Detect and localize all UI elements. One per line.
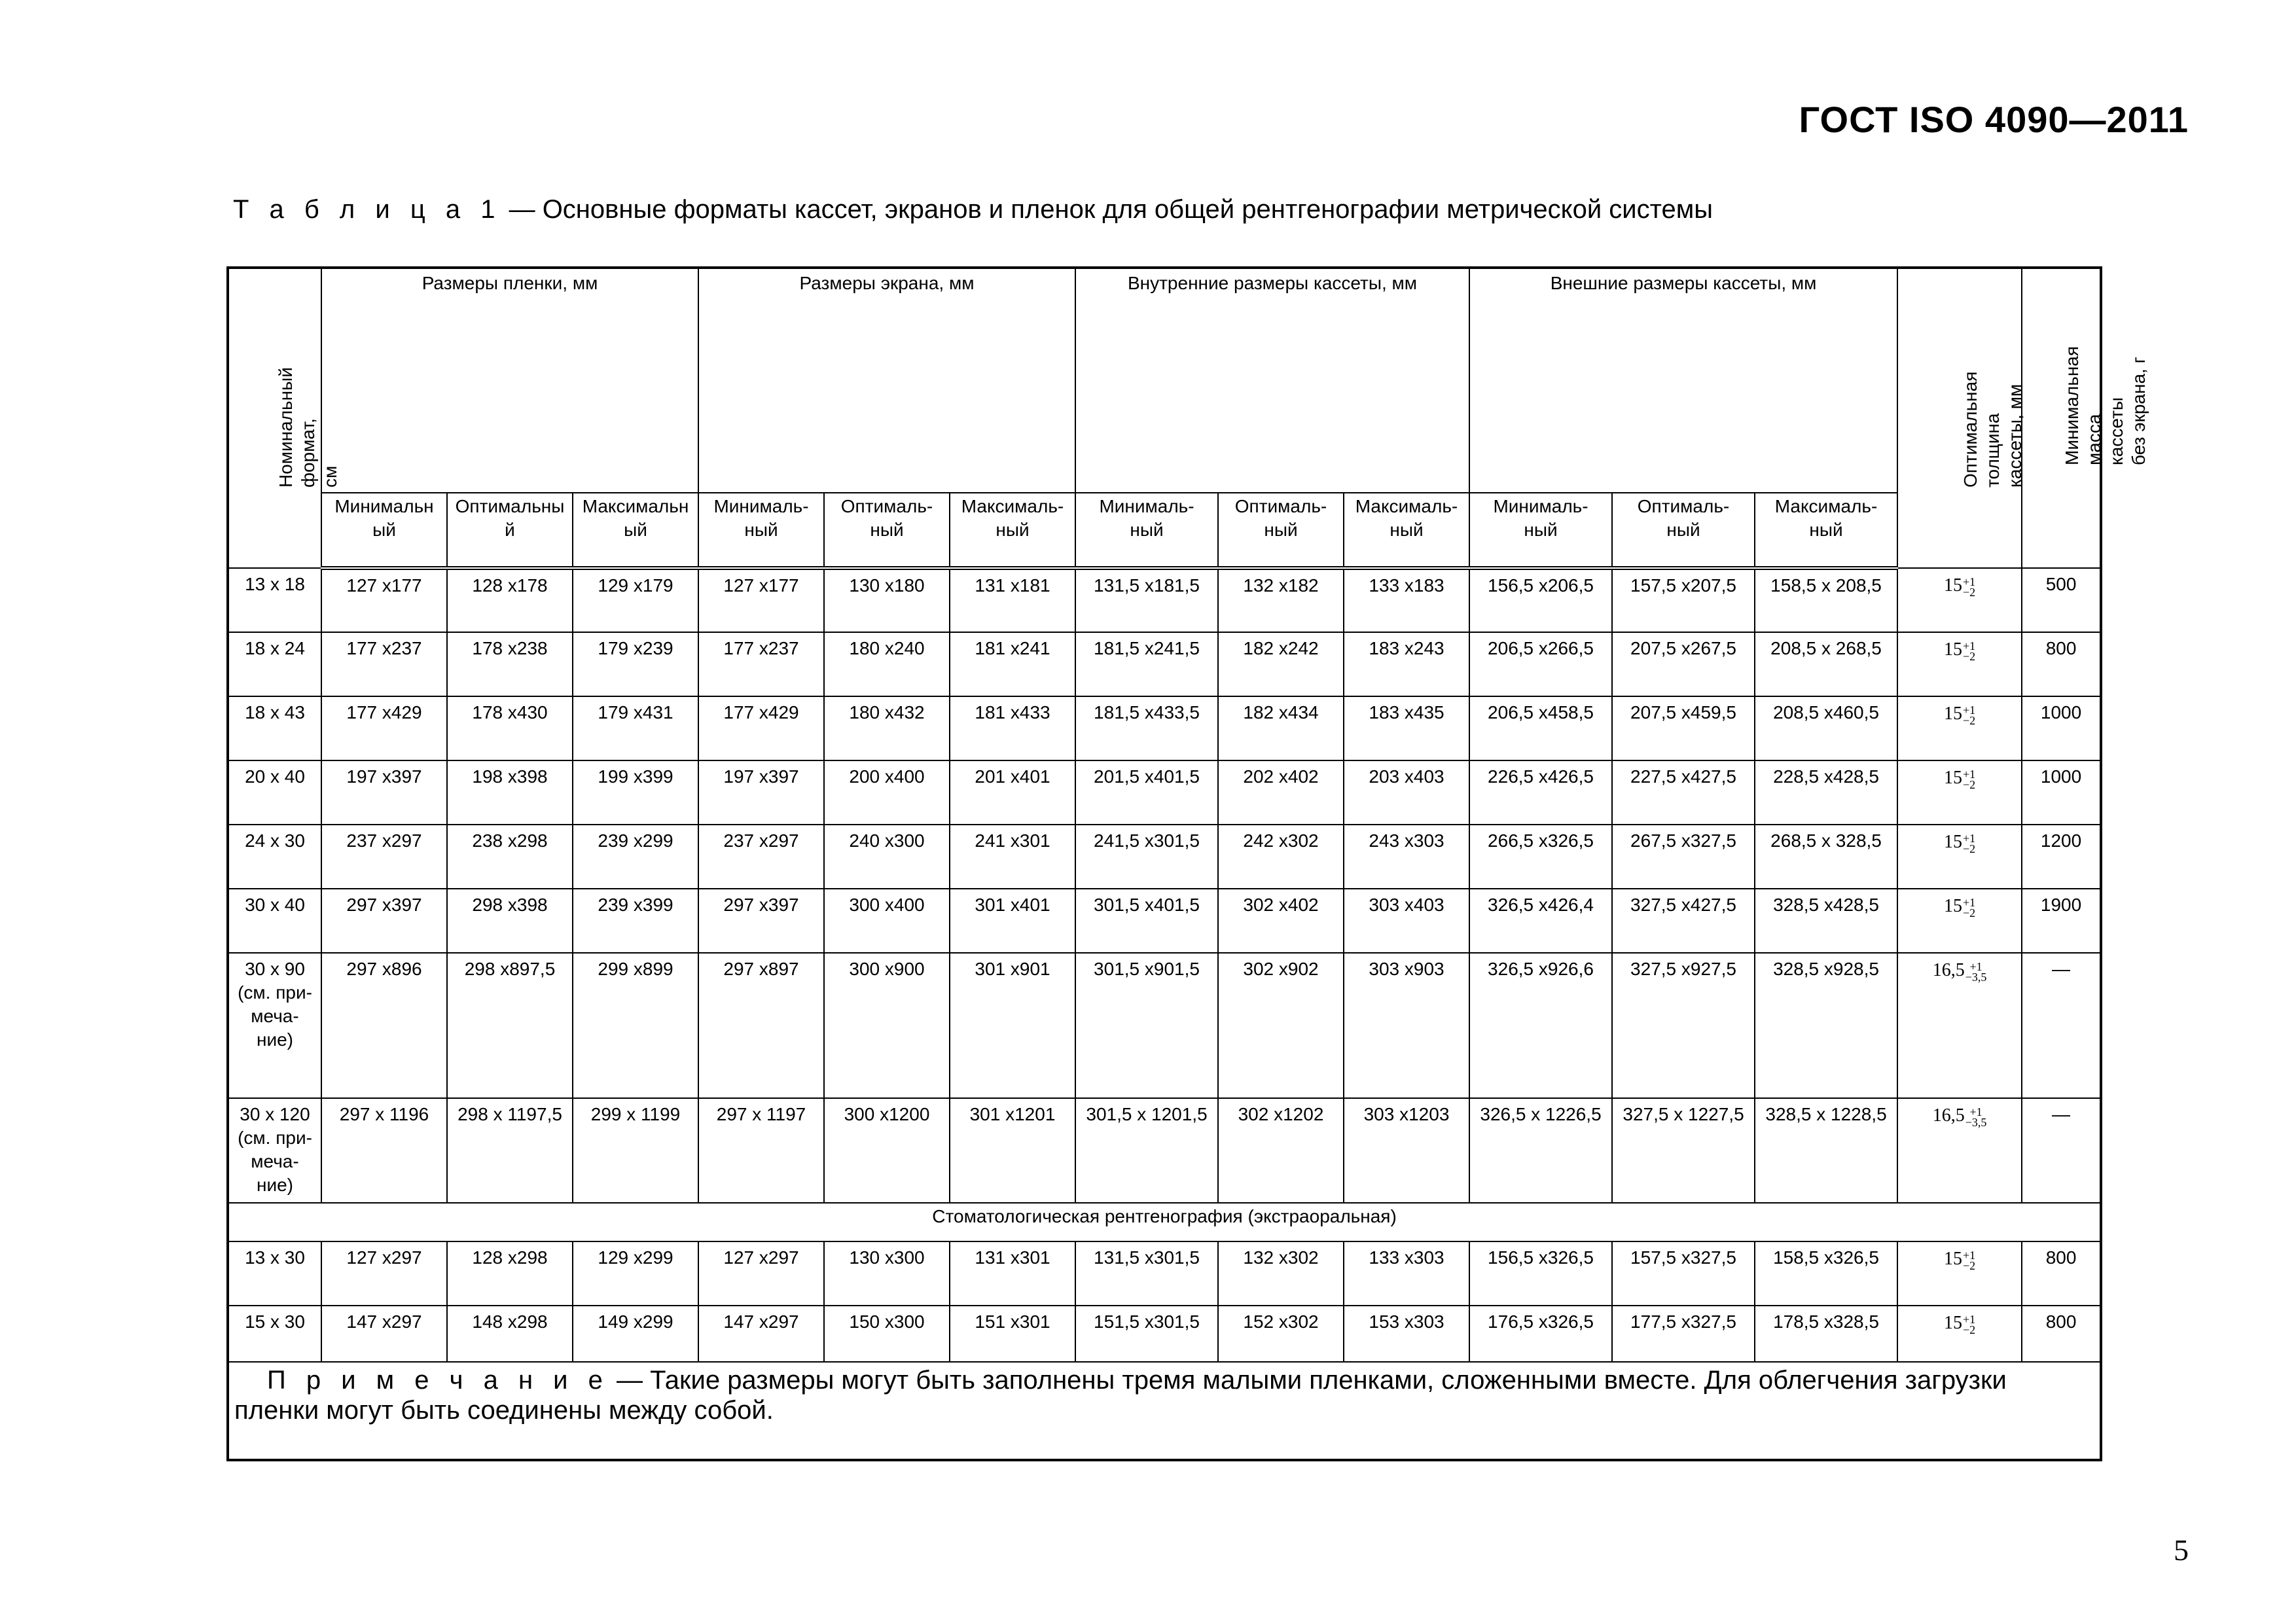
- dimension-cell: 299 x899: [573, 953, 698, 1098]
- thickness-cell: [1897, 696, 2022, 760]
- tolerance-lower: −2: [1962, 1258, 1976, 1272]
- inner-subheader-1: Оптималь- ный: [1218, 493, 1344, 568]
- dimension-cell: 242 x302: [1218, 825, 1344, 889]
- table-row: [228, 953, 2101, 1098]
- dimension-cell: 133 x183: [1344, 568, 1469, 632]
- thickness-cell: [1897, 1241, 2022, 1306]
- tolerance-lower: −2: [1962, 585, 1976, 599]
- dimension-cell: 132 x182: [1218, 568, 1344, 632]
- dimension-cell: 178 x238: [447, 632, 573, 696]
- tolerance-upper: +1: [1962, 1312, 1976, 1326]
- dimension-cell: 202 x402: [1218, 760, 1344, 825]
- thickness-base: 16,5: [1932, 960, 1965, 980]
- table-row: [228, 568, 2101, 632]
- dimension-cell: 303 x403: [1344, 889, 1469, 953]
- dimension-cell: 133 x303: [1344, 1241, 1469, 1306]
- thickness-cell: [1897, 953, 2022, 1098]
- format-cell: 13 x 18: [228, 568, 321, 632]
- format-cell: 15 x 30: [228, 1306, 321, 1362]
- dimension-cell: 178 x430: [447, 696, 573, 760]
- dimension-cell: 297 x397: [698, 889, 824, 953]
- dimension-cell: 326,5 x 1226,5: [1469, 1098, 1612, 1203]
- thickness-cell: [1897, 825, 2022, 889]
- thickness-cell: [1897, 889, 2022, 953]
- dimension-cell: 127 x297: [321, 1241, 447, 1306]
- thickness-tolerance: [1963, 769, 1975, 790]
- dimension-cell: 267,5 x327,5: [1612, 825, 1755, 889]
- dimension-cell: 182 x242: [1218, 632, 1344, 696]
- film-size-header: Размеры пленки, мм: [321, 268, 698, 493]
- thickness-base: 16,5: [1932, 1105, 1965, 1126]
- dimension-cell: 302 x402: [1218, 889, 1344, 953]
- header-row-groups: [228, 268, 2101, 493]
- tolerance-upper: +1: [1962, 895, 1976, 909]
- dimension-cell: 131 x181: [950, 568, 1075, 632]
- table-row: [228, 632, 2101, 696]
- dimension-cell: 227,5 x427,5: [1612, 760, 1755, 825]
- format-cell: 30 x 40: [228, 889, 321, 953]
- note-row: [228, 1362, 2101, 1460]
- dimension-cell: 303 x1203: [1344, 1098, 1469, 1203]
- tolerance-lower: −2: [1962, 649, 1976, 663]
- dimension-cell: 158,5 x326,5: [1755, 1241, 1897, 1306]
- formats-table: [226, 266, 2149, 1461]
- thickness-tolerance: [1963, 1314, 1975, 1335]
- screen-subheader-2: Максималь- ный: [950, 493, 1075, 568]
- dimension-cell: 239 x299: [573, 825, 698, 889]
- format-cell: 13 x 30: [228, 1241, 321, 1306]
- section-title: Стоматологическая рентгенография (экстраоральная): [228, 1203, 2101, 1241]
- dimension-cell: 179 x239: [573, 632, 698, 696]
- dimension-cell: 152 x302: [1218, 1306, 1344, 1362]
- tolerance-upper: +1: [1962, 703, 1976, 717]
- inner-subheader-2: Максималь- ный: [1344, 493, 1469, 568]
- thickness-base: 15: [1943, 639, 1962, 660]
- dimension-cell: 130 x180: [824, 568, 950, 632]
- dimension-cell: 181 x433: [950, 696, 1075, 760]
- dimension-cell: 153 x303: [1344, 1306, 1469, 1362]
- dimension-cell: 226,5 x426,5: [1469, 760, 1612, 825]
- dimension-cell: 301,5 x 1201,5: [1075, 1098, 1218, 1203]
- tolerance-upper: +1: [1962, 767, 1976, 781]
- dimension-cell: 129 x179: [573, 568, 698, 632]
- thickness-base: 15: [1943, 575, 1962, 596]
- dimension-cell: 149 x299: [573, 1306, 698, 1362]
- mass-cell: 800: [2022, 1306, 2101, 1362]
- thickness-tolerance: [1963, 897, 1975, 918]
- dimension-cell: 199 x399: [573, 760, 698, 825]
- mass-cell: 500: [2022, 568, 2101, 632]
- dimension-cell: 130 x300: [824, 1241, 950, 1306]
- thickness-cell: [1897, 632, 2022, 696]
- header-row-sub: [228, 493, 2101, 568]
- dimension-cell: 297 x 1196: [321, 1098, 447, 1203]
- dimension-cell: 207,5 x459,5: [1612, 696, 1755, 760]
- dimension-cell: 239 x399: [573, 889, 698, 953]
- dimension-cell: 147 x297: [321, 1306, 447, 1362]
- dimension-cell: 327,5 x927,5: [1612, 953, 1755, 1098]
- dimension-cell: 183 x435: [1344, 696, 1469, 760]
- dimension-cell: 241 x301: [950, 825, 1075, 889]
- dimension-cell: 266,5 x326,5: [1469, 825, 1612, 889]
- dimension-cell: 300 x900: [824, 953, 950, 1098]
- thickness-tolerance: [1963, 833, 1975, 854]
- dimension-cell: 128 x298: [447, 1241, 573, 1306]
- dimension-cell: 228,5 x428,5: [1755, 760, 1897, 825]
- thickness-cell: [1897, 1098, 2022, 1203]
- thickness-tolerance: [1963, 577, 1975, 597]
- mass-header: Минимальная масса кассеты без экрана, г: [2022, 268, 2101, 568]
- dimension-cell: 301 x901: [950, 953, 1075, 1098]
- dimension-cell: 298 x 1197,5: [447, 1098, 573, 1203]
- thickness-tolerance: [1963, 705, 1975, 726]
- thickness-base: 15: [1943, 704, 1962, 724]
- tolerance-upper: +1: [1969, 959, 1982, 973]
- dimension-cell: 181,5 x241,5: [1075, 632, 1218, 696]
- dimension-cell: 241,5 x301,5: [1075, 825, 1218, 889]
- dimension-cell: 206,5 x266,5: [1469, 632, 1612, 696]
- format-cell: 20 x 40: [228, 760, 321, 825]
- dimension-cell: 156,5 x206,5: [1469, 568, 1612, 632]
- document-header: ГОСТ ISO 4090—2011: [1799, 99, 2189, 140]
- dimension-cell: 200 x400: [824, 760, 950, 825]
- tolerance-lower: −2: [1962, 777, 1976, 791]
- mass-cell: 1200: [2022, 825, 2101, 889]
- dimension-cell: 328,5 x428,5: [1755, 889, 1897, 953]
- dimension-cell: 298 x897,5: [447, 953, 573, 1098]
- film-subheader-0: Минимальн ый: [321, 493, 447, 568]
- caption-label: Т а б л и ц а 1: [233, 195, 502, 224]
- dimension-cell: 197 x397: [321, 760, 447, 825]
- dimension-cell: 203 x403: [1344, 760, 1469, 825]
- dimension-cell: 177 x429: [698, 696, 824, 760]
- format-cell: 18 x 24: [228, 632, 321, 696]
- dimension-cell: 297 x 1197: [698, 1098, 824, 1203]
- thickness-tolerance: [1965, 961, 1987, 982]
- thickness-tolerance: [1963, 1250, 1975, 1271]
- dimension-cell: 157,5 x327,5: [1612, 1241, 1755, 1306]
- dimension-cell: 328,5 x 1228,5: [1755, 1098, 1897, 1203]
- format-cell: 30 x 90 (см. при- меча- ние): [228, 953, 321, 1098]
- format-cell: 30 x 120 (см. при- меча- ние): [228, 1098, 321, 1203]
- nominal-format-header: Номинальный формат, см: [228, 268, 321, 568]
- mass-cell: —: [2022, 1098, 2101, 1203]
- dimension-cell: 303 x903: [1344, 953, 1469, 1098]
- thickness-header: Оптимальная толщина кассеты, мм: [1897, 268, 2022, 568]
- dimension-cell: 128 x178: [447, 568, 573, 632]
- tolerance-upper: +1: [1962, 575, 1976, 588]
- thickness-base: 15: [1943, 832, 1962, 852]
- table-row: [228, 696, 2101, 760]
- dimension-cell: 240 x300: [824, 825, 950, 889]
- dimension-cell: 151 x301: [950, 1306, 1075, 1362]
- dimension-cell: 206,5 x458,5: [1469, 696, 1612, 760]
- tolerance-upper: +1: [1962, 639, 1976, 652]
- dimension-cell: 181 x241: [950, 632, 1075, 696]
- format-cell: 18 x 43: [228, 696, 321, 760]
- tolerance-lower: −3,5: [1965, 1115, 1987, 1129]
- dimension-cell: 176,5 x326,5: [1469, 1306, 1612, 1362]
- dimension-cell: 127 x177: [698, 568, 824, 632]
- tolerance-upper: +1: [1962, 1248, 1976, 1262]
- thickness-cell: [1897, 760, 2022, 825]
- dimension-cell: 177 x237: [698, 632, 824, 696]
- screen-subheader-0: Минималь- ный: [698, 493, 824, 568]
- table-row: [228, 1241, 2101, 1306]
- thickness-base: 15: [1943, 896, 1962, 916]
- film-subheader-1: Оптимальны й: [447, 493, 573, 568]
- note-cell: [228, 1362, 2101, 1460]
- note-text: — Такие размеры могут быть заполнены тремя малыми пленками, сложенными вместе. Для облегчения загрузки пленки могут быть соединены между собой.: [234, 1366, 2007, 1425]
- tolerance-upper: +1: [1962, 831, 1976, 845]
- dimension-cell: 177 x237: [321, 632, 447, 696]
- thickness-tolerance: [1963, 641, 1975, 662]
- dimension-cell: 177,5 x327,5: [1612, 1306, 1755, 1362]
- dimension-cell: 297 x896: [321, 953, 447, 1098]
- dimension-cell: 157,5 x207,5: [1612, 568, 1755, 632]
- thickness-base: 15: [1943, 1313, 1962, 1333]
- format-cell: 24 x 30: [228, 825, 321, 889]
- dimension-cell: 298 x398: [447, 889, 573, 953]
- dimension-cell: 198 x398: [447, 760, 573, 825]
- table-row: [228, 889, 2101, 953]
- dimension-cell: 201,5 x401,5: [1075, 760, 1218, 825]
- dimension-cell: 197 x397: [698, 760, 824, 825]
- thickness-cell: [1897, 568, 2022, 632]
- dimension-cell: 127 x177: [321, 568, 447, 632]
- dimension-cell: 297 x897: [698, 953, 824, 1098]
- dimension-cell: 158,5 x 208,5: [1755, 568, 1897, 632]
- dimension-cell: 326,5 x426,4: [1469, 889, 1612, 953]
- dimension-cell: 301,5 x401,5: [1075, 889, 1218, 953]
- mass-cell: 1900: [2022, 889, 2101, 953]
- inner-subheader-0: Минималь- ный: [1075, 493, 1218, 568]
- tolerance-lower: −3,5: [1965, 970, 1987, 984]
- dimension-cell: 243 x303: [1344, 825, 1469, 889]
- dimension-cell: 201 x401: [950, 760, 1075, 825]
- dimension-cell: 177 x429: [321, 696, 447, 760]
- mass-cell: 1000: [2022, 760, 2101, 825]
- table-caption: [233, 195, 1713, 224]
- dimension-cell: 179 x431: [573, 696, 698, 760]
- outer-cassette-header: Внешние размеры кассеты, мм: [1469, 268, 1897, 493]
- dimension-cell: 181,5 x433,5: [1075, 696, 1218, 760]
- caption-text: — Основные форматы кассет, экранов и пленок для общей рентгенографии метрической системы: [501, 195, 1713, 224]
- dimension-cell: 297 x397: [321, 889, 447, 953]
- dimension-cell: 151,5 x301,5: [1075, 1306, 1218, 1362]
- outer-subheader-2: Максималь- ный: [1755, 493, 1897, 568]
- tolerance-lower: −2: [1962, 906, 1976, 919]
- dimension-cell: 328,5 x928,5: [1755, 953, 1897, 1098]
- table-row: [228, 1098, 2101, 1203]
- dimension-cell: 180 x240: [824, 632, 950, 696]
- dimension-cell: 208,5 x 268,5: [1755, 632, 1897, 696]
- dimension-cell: 180 x432: [824, 696, 950, 760]
- dimension-cell: 129 x299: [573, 1241, 698, 1306]
- tolerance-lower: −2: [1962, 842, 1976, 855]
- dimension-cell: 131,5 x181,5: [1075, 568, 1218, 632]
- table-row: [228, 760, 2101, 825]
- dimension-cell: 238 x298: [447, 825, 573, 889]
- dimension-cell: 326,5 x926,6: [1469, 953, 1612, 1098]
- dimension-cell: 127 x297: [698, 1241, 824, 1306]
- inner-cassette-header: Внутренние размеры кассеты, мм: [1075, 268, 1469, 493]
- dimension-cell: 148 x298: [447, 1306, 573, 1362]
- screen-size-header: Размеры экрана, мм: [698, 268, 1075, 493]
- thickness-tolerance: [1965, 1107, 1987, 1128]
- dimension-cell: 301 x1201: [950, 1098, 1075, 1203]
- dimension-cell: 132 x302: [1218, 1241, 1344, 1306]
- dimension-cell: 300 x1200: [824, 1098, 950, 1203]
- thickness-base: 15: [1943, 768, 1962, 788]
- dimension-cell: 302 x902: [1218, 953, 1344, 1098]
- tolerance-upper: +1: [1969, 1105, 1982, 1118]
- dimension-cell: 301,5 x901,5: [1075, 953, 1218, 1098]
- dimension-cell: 327,5 x 1227,5: [1612, 1098, 1755, 1203]
- dimension-cell: 156,5 x326,5: [1469, 1241, 1612, 1306]
- dimension-cell: 131 x301: [950, 1241, 1075, 1306]
- outer-subheader-1: Оптималь- ный: [1612, 493, 1755, 568]
- dimension-cell: 147 x297: [698, 1306, 824, 1362]
- thickness-base: 15: [1943, 1249, 1962, 1269]
- tolerance-lower: −2: [1962, 713, 1976, 727]
- dimension-cell: 208,5 x460,5: [1755, 696, 1897, 760]
- dimension-cell: 299 x 1199: [573, 1098, 698, 1203]
- film-subheader-2: Максимальн ый: [573, 493, 698, 568]
- outer-subheader-0: Минималь- ный: [1469, 493, 1612, 568]
- note-label: П р и м е ч а н и е: [267, 1366, 609, 1395]
- dimension-cell: 237 x297: [321, 825, 447, 889]
- mass-cell: 1000: [2022, 696, 2101, 760]
- table-row: [228, 1306, 2101, 1362]
- page-number: 5: [2174, 1533, 2189, 1567]
- mass-cell: 800: [2022, 632, 2101, 696]
- dimension-cell: 182 x434: [1218, 696, 1344, 760]
- dimension-cell: 150 x300: [824, 1306, 950, 1362]
- dimension-cell: 300 x400: [824, 889, 950, 953]
- dimension-cell: 327,5 x427,5: [1612, 889, 1755, 953]
- mass-cell: —: [2022, 953, 2101, 1098]
- dimension-cell: 207,5 x267,5: [1612, 632, 1755, 696]
- section-row: [228, 1203, 2101, 1241]
- dimension-cell: 183 x243: [1344, 632, 1469, 696]
- mass-cell: 800: [2022, 1241, 2101, 1306]
- screen-subheader-1: Оптималь- ный: [824, 493, 950, 568]
- dimension-cell: 302 x1202: [1218, 1098, 1344, 1203]
- dimension-cell: 131,5 x301,5: [1075, 1241, 1218, 1306]
- dimension-cell: 268,5 x 328,5: [1755, 825, 1897, 889]
- table-row: [228, 825, 2101, 889]
- dimension-cell: 301 x401: [950, 889, 1075, 953]
- tolerance-lower: −2: [1962, 1323, 1976, 1336]
- dimension-cell: 237 x297: [698, 825, 824, 889]
- dimension-cell: 178,5 x328,5: [1755, 1306, 1897, 1362]
- thickness-cell: [1897, 1306, 2022, 1362]
